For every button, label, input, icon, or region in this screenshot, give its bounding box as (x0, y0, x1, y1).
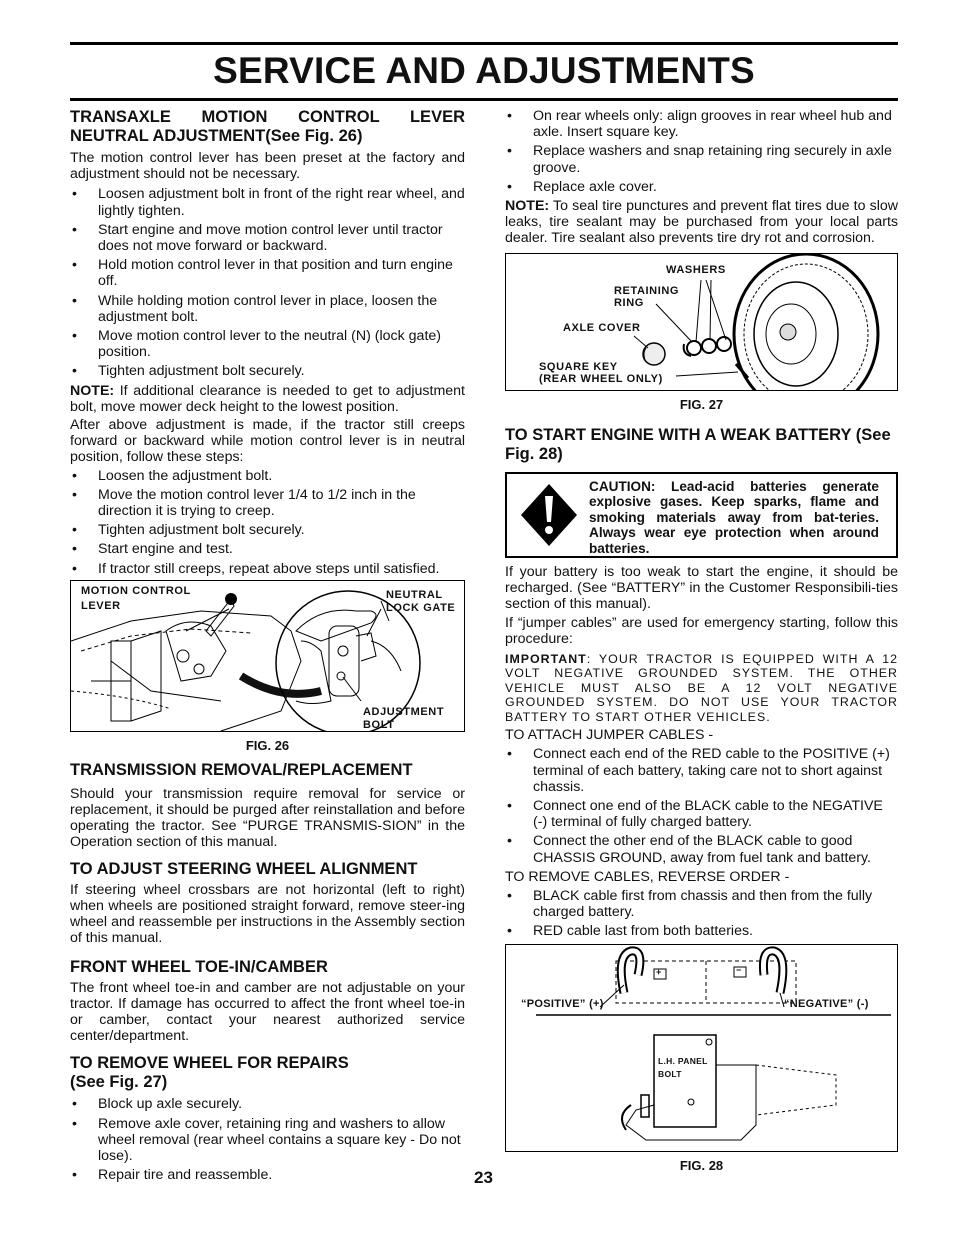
fig27-caption: FIG. 27 (679, 396, 724, 412)
note-label: NOTE: (505, 198, 550, 215)
list-item: • Start engine and move motion control lever until tractor does not move forward or backward. (70, 222, 465, 254)
jumper-cables-intro: If “jumper cables” are used for emergency starting, follow this procedure: (505, 615, 898, 648)
list-item: • On rear wheels only: align grooves in rear wheel hub and axle. Insert square key. (505, 108, 898, 140)
page-number: 23 (474, 1168, 493, 1187)
list-item: • Move motion control lever to the neutral (N) (lock gate) position. (70, 328, 465, 360)
list-item: • Repair tire and reassemble. (70, 1167, 465, 1183)
list-item: • Replace washers and snap retaining ring securely in axle groove. (505, 143, 898, 175)
steering-body: If steering wheel crossbars are not horizontal (left to right) when wheels are positioned straight forward, remove steer-ing wheel and reassemble per instructions in the Assembly section of this manual. (70, 881, 465, 947)
fig27-label-square-key (539, 361, 663, 385)
creep-fix-steps (70, 468, 465, 577)
attach-cables-title: TO ATTACH JUMPER CABLES - (505, 727, 714, 744)
label-line: LOCK GATE (386, 601, 456, 614)
list-item: • Connect one end of the BLACK cable to the NEGATIVE (-) terminal of fully charged battery. (505, 798, 898, 830)
list-item: • While holding motion control lever in place, loosen the adjustment bolt. (70, 293, 465, 325)
warning-icon (519, 482, 579, 548)
weak-battery-intro: If your battery is too weak to start the engine, it should be recharged. (See “BATTERY” in the Customer Responsibili-ties section of this manual). (505, 563, 898, 613)
label-line: LEVER (81, 599, 121, 612)
remove-wheel-steps (70, 1096, 465, 1183)
figure-26 (70, 580, 465, 732)
fig28-label-panel-bolt (658, 1055, 708, 1081)
negative-terminal-icon: − (736, 964, 742, 975)
fig26-label-neutral (386, 589, 455, 614)
section-title-steering: TO ADJUST STEERING WHEEL ALIGNMENT (70, 859, 418, 878)
tire-sealant-note (505, 198, 898, 247)
note-label: NOTE: (70, 382, 115, 399)
important-text: : YOUR TRACTOR IS EQUIPPED WITH A 12 VOLT NEGATIVE GROUNDED SYSTEM. THE OTHER VEHICLE MUST ALSO BE A 12 VOLT NEGATIVE GROUNDED SYSTEM. DO NOT USE YOUR TRACTOR BATTERY TO START OTHER VEHICLES. (505, 651, 898, 724)
right-column (505, 108, 898, 1173)
section-title-toe-in: FRONT WHEEL TOE-IN/CAMBER (70, 957, 328, 976)
fig28-label-negative: “NEGATIVE” (-) (784, 997, 869, 1010)
label-line: RING (614, 296, 644, 309)
list-item: • Connect the other end of the BLACK cable to good CHASSIS GROUND, away from fuel tank and battery. (505, 833, 898, 865)
list-item: • Move the motion control lever 1/4 to 1/2 inch in the direction it is trying to creep. (70, 487, 465, 519)
transmission-body: Should your transmission require removal for service or replacement, it should be purged after reinstallation and before operating the tractor. See “PURGE TRANSMIS-SION” in the Operation section of this manual. (70, 785, 465, 851)
list-item: • Remove axle cover, retaining ring and washers to allow wheel removal (rear wheel contains a square key - Do not lose). (70, 1116, 465, 1165)
list-item: • Replace axle cover. (505, 179, 898, 195)
toe-in-body: The front wheel toe-in and camber are not adjustable on your tractor. If damage has occurred to affect the front wheel toe-in or camber, contact your nearest authorized service center/department. (70, 979, 465, 1045)
list-item: • Connect each end of the RED cable to the POSITIVE (+) terminal of each battery, taking care not to short against chassis. (505, 746, 898, 795)
fig26-label-lever (81, 585, 191, 612)
label-line: BOLT (363, 718, 395, 731)
section-title-transmission: TRANSMISSION REMOVAL/REPLACEMENT (70, 760, 413, 779)
title-line: TO REMOVE WHEEL FOR REPAIRS (70, 1054, 349, 1073)
label-line: NEUTRAL (386, 588, 443, 601)
caution-text: CAUTION: Lead-acid batteries generate explosive gases. Keep sparks, flame and smoking materials away from bat-teries. Always wear eye protection when around batteries. (589, 478, 879, 556)
section-title-remove-wheel (70, 1054, 465, 1092)
list-item: • Loosen adjustment bolt in front of the right rear wheel, and lightly tighten. (70, 186, 465, 218)
figure-27 (505, 253, 898, 391)
list-item: • Start engine and test. (70, 541, 465, 557)
page-title: SERVICE AND ADJUSTMENTS (213, 50, 755, 91)
neutral-adjustment-steps (70, 186, 465, 379)
label-line: BOLT (658, 1068, 682, 1079)
label-line: MOTION CONTROL (81, 584, 191, 597)
important-label: IMPORTANT (505, 651, 587, 666)
remove-cables-title: TO REMOVE CABLES, REVERSE ORDER - (505, 868, 790, 885)
list-item: • Block up axle securely. (70, 1096, 465, 1112)
section-title-neutral-adjustment: TRANSAXLE MOTION CONTROL LEVER NEUTRAL ADJUSTMENT(See Fig. 26) (70, 108, 465, 145)
list-item: • Hold motion control lever in that position and turn engine off. (70, 257, 465, 289)
fig27-label-axle-cover: AXLE COVER (563, 321, 641, 334)
neutral-adjustment-note (70, 383, 465, 415)
label-line: ADJUSTMENT (363, 705, 445, 718)
fig27-label-washers: WASHERS (666, 263, 726, 276)
neutral-adjustment-intro: The motion control lever has been preset at the factory and adjustment should not be necessary. (70, 150, 465, 183)
left-column (70, 108, 465, 1186)
reassemble-wheel-steps (505, 108, 898, 195)
caution-box (505, 472, 898, 558)
positive-terminal-icon: + (656, 966, 662, 977)
label-line: RETAINING (614, 284, 680, 297)
list-item: • Loosen the adjustment bolt. (70, 468, 465, 484)
neutral-adjustment-followup: After above adjustment is made, if the tractor still creeps forward or backward while motion control lever is in neutral position, follow these steps: (70, 417, 465, 466)
list-item: • RED cable last from both batteries. (505, 923, 898, 939)
fig26-label-bolt (363, 706, 444, 731)
note-text: To seal tire punctures and prevent flat tires due to slow leaks, tire sealant may be purchased from your local parts dealer. Tire sealant also prevents tire dry rot and corrosion. (505, 198, 898, 247)
title-line: (See Fig. 27) (70, 1073, 168, 1092)
figure-28 (505, 944, 898, 1152)
important-notice (505, 652, 898, 725)
list-item: • If tractor still creeps, repeat above steps until satisfied. (70, 561, 465, 577)
title-rule (70, 98, 898, 101)
fig28-caption: FIG. 28 (679, 1157, 724, 1173)
remove-cables-steps (505, 888, 898, 940)
top-rule (70, 42, 898, 45)
section-title-weak-battery: TO START ENGINE WITH A WEAK BATTERY (See Fig. 28) (505, 425, 891, 463)
label-line: (REAR WHEEL ONLY) (539, 372, 663, 385)
note-text: If additional clearance is needed to get to adjustment bolt, move mower deck height to the lowest position. (70, 382, 465, 415)
fig27-label-retaining-ring (614, 285, 679, 309)
fig26-caption: FIG. 26 (245, 737, 290, 753)
fig28-label-positive: “POSITIVE” (+) (521, 997, 604, 1010)
list-item: • Tighten adjustment bolt securely. (70, 363, 465, 379)
label-line: L.H. PANEL (658, 1055, 708, 1066)
attach-cables-steps (505, 746, 898, 865)
list-item: • Tighten adjustment bolt securely. (70, 522, 465, 538)
list-item: • BLACK cable first from chassis and then from the fully charged battery. (505, 888, 898, 920)
label-line: SQUARE KEY (539, 360, 618, 373)
jumper-cable-illustration (506, 945, 898, 1151)
